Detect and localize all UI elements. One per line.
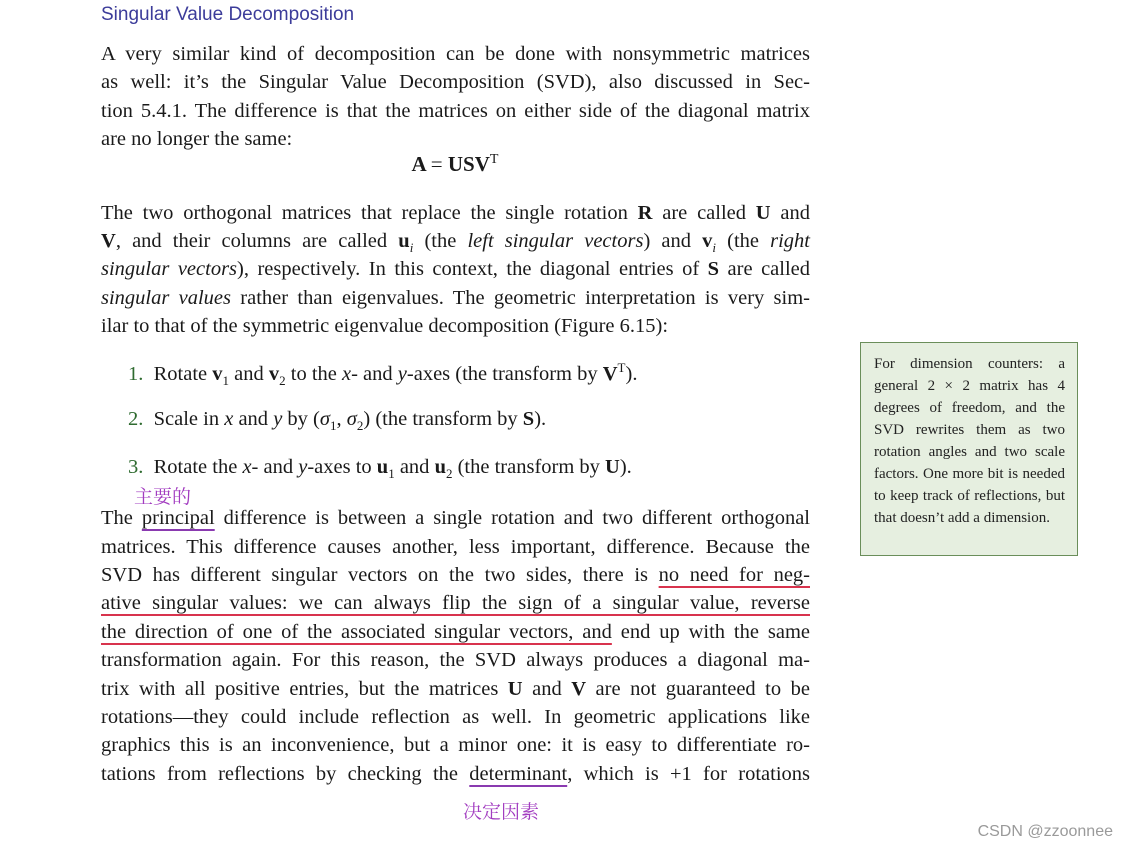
list-item-1: 1. Rotate $v_1$ and $v_2$ to the x- and y-axes (the transform by $V^T$).: [128, 360, 638, 388]
para2-line-4: singular values rather than eigenvalues. The geometric interpretation is very sim-: [101, 287, 811, 309]
intro-line-1: A very similar kind of decomposition can be done with nonsymmetric matrices: [101, 43, 810, 65]
list-item-2: 2. Scale in x and y by ($\sigma_1$, $\sigma_2$) (the transform by S).: [128, 408, 547, 434]
highlight-flip-sign: ative singular values: we can always flip the sign of a singular value, reverse: [101, 592, 810, 614]
para3-line-5: the direction of one of the associated singular vectors, and end up with the same: [101, 621, 810, 643]
section-title: Singular Value Decomposition: [101, 4, 355, 25]
para2-line-3: singular vectors), respectively. In this context, the diagonal entries of S are called: [101, 258, 811, 280]
para2-line-5: ilar to that of the symmetric eigenvalue decomposition (Figure 6.15):: [101, 315, 669, 337]
para3-line-1: The principal difference is between a single rotation and two different orthogonal: [101, 507, 810, 529]
list-number: 2.: [128, 408, 144, 430]
para3-line-6: transformation again. For this reason, the SVD always produces a diagonal ma-: [101, 649, 810, 671]
para2-line-2: V, and their columns are called $u_i$ (the left singular vectors) and $v_i$ (the right: [101, 230, 810, 256]
annotation-determinant: 决定因素: [463, 801, 540, 823]
intro-line-4: are no longer the same:: [101, 128, 293, 150]
annotation-principal: 主要的: [134, 486, 192, 508]
intro-line-2: as well: it’s the Singular Value Decomposition (SVD), also discussed in Sec-: [101, 71, 810, 93]
highlight-reverse-direction: the direction of one of the associated singular vectors, and: [101, 621, 612, 643]
highlight-principal: principal: [141, 507, 215, 529]
list-number: 1.: [128, 362, 144, 385]
para3-line-9: graphics this is an inconvenience, but a minor one: it is easy to differentiate ro-: [101, 734, 810, 756]
intro-line-3: tion 5.4.1. The difference is that the matrices on either side of the diagonal matrix: [101, 100, 810, 122]
para3-line-10: tations from reflections by checking the determinant, which is +1 for rotations: [101, 763, 810, 785]
watermark: CSDN @zzoonnee: [977, 823, 1113, 840]
margin-note: For dimension counters: a general 2 × 2 matrix has 4 degrees of freedom, and the SVD rewrites them as two rotation angles and two scale factors. One more bit is needed to keep track of reflections, but that doesn’t add a dimension.: [860, 342, 1078, 556]
list-number: 3.: [128, 456, 144, 478]
para2-line-1: The two orthogonal matrices that replace the single rotation R are called U and: [101, 202, 810, 224]
para3-line-3: SVD has different singular vectors on the two sides, there is no need for neg-: [101, 564, 810, 586]
para3-line-8: rotations—they could include reflection as well. In geometric applications like: [101, 706, 810, 728]
para3-line-2: matrices. This difference causes another, less important, difference. Because the: [101, 536, 810, 558]
list-item-3: 3. Rotate the x- and y-axes to $u_1$ and $u_2$ (the transform by U).: [128, 456, 632, 482]
para3-line-7: trix with all positive entries, but the matrices U and V are not guaranteed to be: [101, 678, 810, 700]
para3-line-4: [101, 589, 810, 617]
highlight-determinant: determinant: [469, 763, 568, 785]
svd-equation: $A = USV^T$: [411, 152, 499, 176]
highlight-no-need: no need for neg-: [658, 564, 810, 586]
